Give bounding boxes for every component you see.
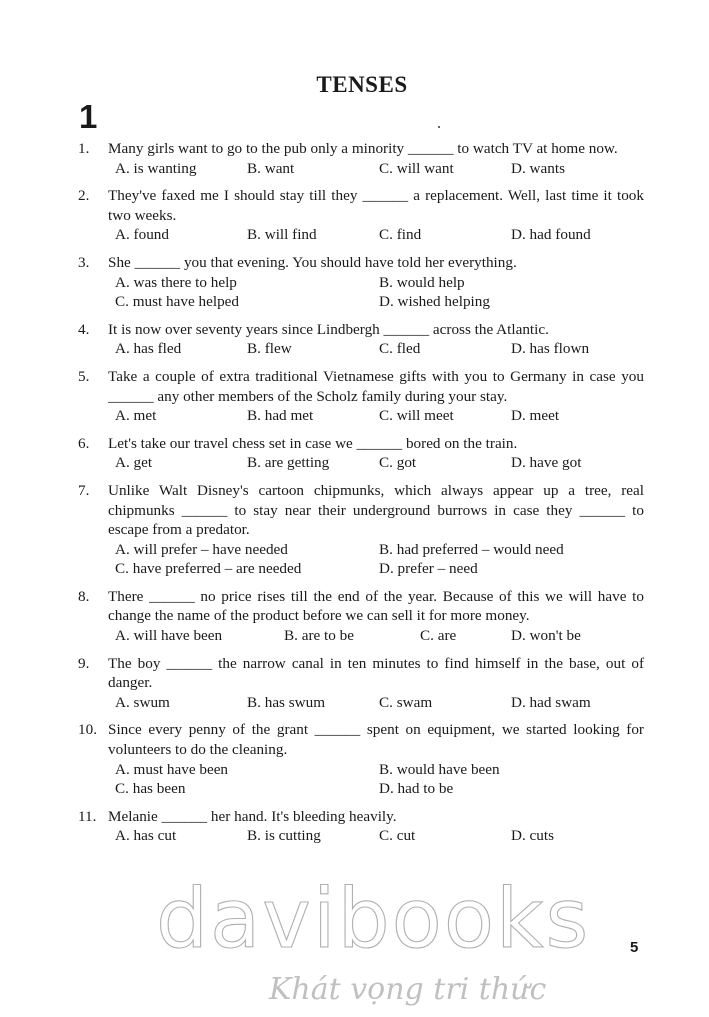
question-number: 11. (78, 807, 97, 825)
question-number: 9. (78, 654, 90, 672)
option-b: B. flew (247, 340, 292, 358)
option-a: A. will have been (115, 627, 223, 645)
question-4 (78, 320, 644, 359)
unit-number: 1 (79, 98, 98, 135)
option-d: D. cuts (511, 827, 555, 845)
answer-options (108, 760, 644, 799)
option-b: B. would help (379, 273, 465, 291)
option-d: D. wished helping (379, 293, 490, 311)
question-number: 10. (78, 721, 97, 739)
question-list (78, 139, 644, 854)
option-d: D. had found (511, 226, 591, 244)
option-d: D. wants (511, 159, 565, 177)
question-2 (78, 186, 644, 245)
option-a: A. has cut (115, 827, 177, 845)
question-number: 3. (78, 253, 90, 271)
watermark-brand: davibooks (156, 872, 591, 967)
answer-options (108, 826, 644, 846)
question-number: 6. (78, 434, 90, 452)
option-c: C. have preferred – are needed (115, 560, 302, 578)
question-5 (78, 367, 644, 426)
question-stem: Melanie ______ her hand. It's bleeding heavily. (108, 807, 397, 825)
question-stem: Unlike Walt Disney's cartoon chipmunks, which always appear up a tree, real chipmunks ______ to stay near their underground burrows in case they ______ to escape from a predator. (108, 481, 644, 539)
question-10 (78, 720, 644, 798)
option-c: C. got (379, 454, 417, 472)
question-6 (78, 434, 644, 473)
question-stem: Since every penny of the grant ______ spent on equipment, we started looking for volunteers to do the cleaning. (108, 721, 644, 759)
option-d: D. had to be (379, 780, 454, 798)
option-b: B. would have been (379, 760, 500, 778)
option-d: D. have got (511, 454, 582, 472)
answer-options (108, 406, 644, 426)
page-number: 5 (630, 939, 639, 956)
option-d: D. has flown (511, 340, 590, 358)
question-stem: There ______ no price rises till the end of the year. Because of this we will have to change the name of the product before we can sell it for more money. (108, 587, 644, 625)
answer-options (108, 540, 644, 579)
question-11 (78, 807, 644, 846)
option-a: A. is wanting (115, 159, 197, 177)
question-stem: Many girls want to go to the pub only a minority ______ to watch TV at home now. (108, 140, 618, 157)
question-7 (78, 481, 644, 579)
option-b: B. are to be (284, 627, 355, 645)
option-d: D. prefer – need (379, 560, 478, 578)
option-a: A. was there to help (115, 273, 237, 291)
watermark-slogan: Khát vọng tri thức (269, 972, 547, 1007)
question-number: 2. (78, 187, 90, 205)
question-stem: She ______ you that evening. You should have told her everything. (108, 253, 517, 271)
question-number: 4. (78, 320, 90, 338)
answer-options (108, 225, 644, 245)
option-c: C. are (420, 627, 457, 645)
question-1 (78, 139, 644, 178)
page-title: TENSES (316, 72, 408, 97)
option-d: D. meet (511, 407, 560, 425)
option-c: C. cut (379, 827, 416, 845)
question-number: 1. (78, 140, 90, 157)
answer-options (108, 693, 644, 713)
question-9 (78, 654, 644, 713)
question-number: 7. (78, 481, 90, 499)
option-b: B. will find (247, 226, 317, 244)
option-b: B. is cutting (247, 827, 321, 845)
option-c: C. must have helped (115, 293, 240, 311)
option-c: C. fled (379, 340, 421, 358)
option-c: C. will want (379, 159, 454, 177)
option-a: A. must have been (115, 760, 229, 778)
option-d: D. had swam (511, 693, 591, 711)
question-8 (78, 587, 644, 646)
question-stem: Let's take our travel chess set in case we ______ bored on the train. (108, 434, 518, 452)
option-c: C. will meet (379, 407, 454, 425)
answer-options (108, 159, 644, 179)
question-stem: Take a couple of extra traditional Vietnamese gifts with you to Germany in case you ______ any other members of the Scholz family during your stay. (108, 367, 644, 405)
option-b: B. had met (247, 407, 314, 425)
option-b: B. has swum (247, 693, 326, 711)
answer-options (108, 453, 644, 473)
question-stem: The boy ______ the narrow canal in ten minutes to find himself in the base, out of danger. (108, 654, 644, 692)
option-a: A. met (115, 407, 157, 425)
print-speck (438, 126, 440, 128)
option-a: A. will prefer – have needed (115, 540, 288, 558)
question-number: 5. (78, 367, 90, 385)
option-c: C. swam (379, 693, 433, 711)
question-stem: They've faxed me I should stay till they ______ a replacement. Well, last time it took two weeks. (108, 187, 644, 224)
option-c: C. has been (115, 780, 186, 798)
question-stem: It is now over seventy years since Lindbergh ______ across the Atlantic. (108, 320, 549, 338)
option-b: B. want (247, 159, 295, 177)
answer-options (108, 273, 644, 312)
option-a: A. swum (115, 693, 170, 711)
option-a: A. found (115, 226, 169, 244)
option-c: C. find (379, 226, 422, 244)
option-a: A. get (115, 454, 153, 472)
answer-options (108, 339, 644, 359)
option-b: B. are getting (247, 454, 330, 472)
answer-options (108, 626, 644, 646)
option-a: A. has fled (115, 340, 182, 358)
question-number: 8. (78, 587, 90, 605)
option-b: B. had preferred – would need (379, 540, 564, 558)
option-d: D. won't be (511, 627, 581, 645)
question-3 (78, 253, 644, 312)
